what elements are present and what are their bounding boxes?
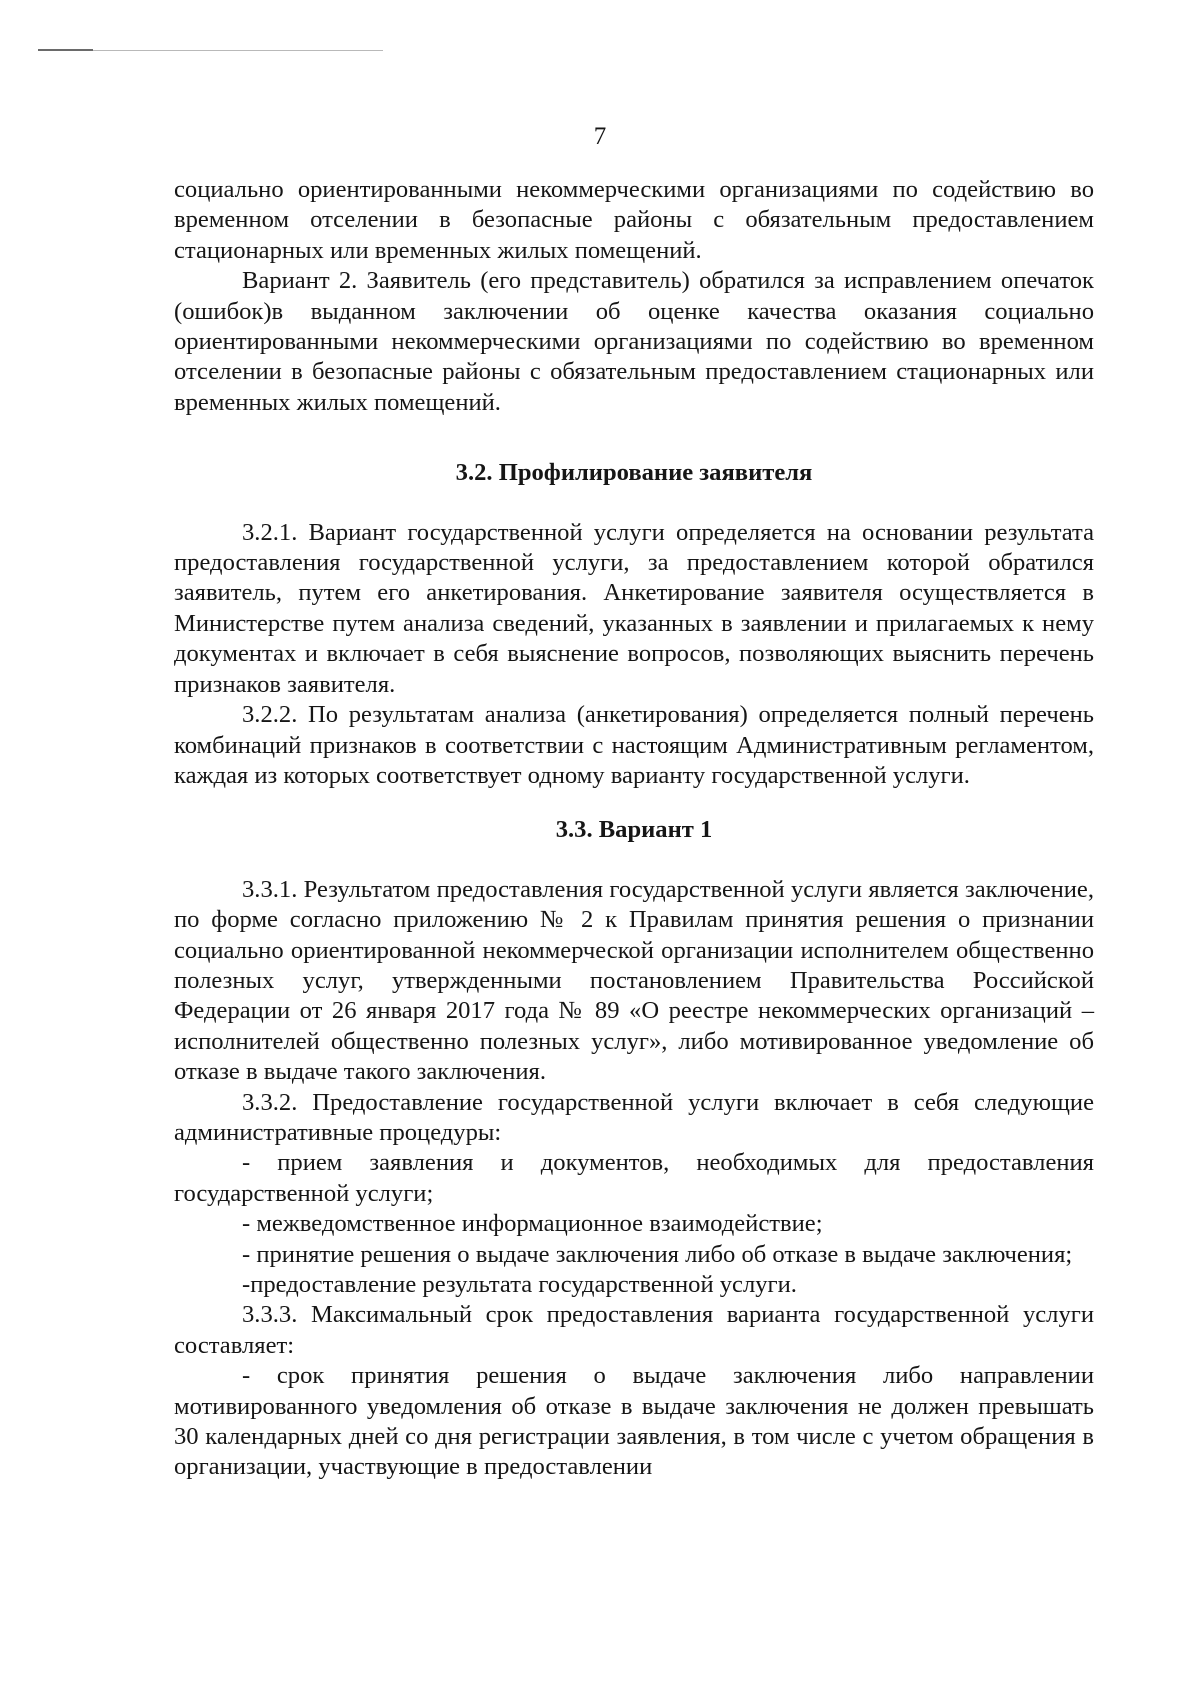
paragraph-3-3-3: 3.3.3. Максимальный срок предоставления варианта государственной услуги составляет: — [174, 1301, 1094, 1359]
variant-2-paragraph: Вариант 2. Заявитель (его представитель) обратился за исправлением опечаток (ошибок)в выданном заключении об оценке качества оказания социально ориентированными некоммерческими организациями по содействию во временном отселении в безопасные районы с обязательным предоставлением стационарных или временных жилых помещений. — [174, 267, 1094, 416]
page-number: 7 — [593, 123, 607, 150]
paragraph-3-3-2: 3.3.2. Предоставление государственной услуги включает в себя следующие административные процедуры: — [174, 1088, 1094, 1146]
paragraph-3-3-3-item: - срок принятия решения о выдаче заключения либо направлении мотивированного уведомления об отказе в выдаче заключения не должен превышать 30 календарных дней со дня регистрации заявления, в том числе с учетом обращения в организации, участвующие в предоставлении — [174, 1362, 1094, 1481]
paragraph-3-3-1: 3.3.1. Результатом предоставления государственной услуги является заключение, по форме согласно приложению № 2 к Правилам принятия решения о признании социально ориентированной некоммерческой организации исполнителем общественно полезных услуг, утвержденными постановлением Правительства Российской Федерации от 26 января 2017 года № 89 «О реестре некоммерческих организаций – исполнителей общественно полезных услуг», либо мотивированное уведомление об отказе в выдаче такого заключения. — [174, 875, 1094, 1086]
scan-artifact-line — [38, 50, 383, 51]
list-item: - принятие решения о выдаче заключения либо об отказе в выдаче заключения; — [242, 1240, 1073, 1268]
document-body — [174, 175, 1094, 1483]
paragraph-3-2-1: 3.2.1. Вариант государственной услуги определяется на основании результата предоставления государственной услуги, за предоставлением которой обратился заявитель, путем его анкетирования. Анкетирование заявителя осуществляется в Министерстве путем анализа сведений, указанных в заявлении и прилагаемых к нему документах и включает в себя выяснение вопросов, позволяющих выяснить перечень признаков заявителя. — [174, 518, 1094, 698]
section-3-3-heading: 3.3. Вариант 1 — [555, 816, 713, 844]
intro-paragraph: социально ориентированными некоммерческими организациями по содействию во временном отселении в безопасные районы с обязательным предоставлением стационарных или временных жилых помещений. — [174, 176, 1094, 264]
list-item: - прием заявления и документов, необходимых для предоставления государственной услуги; — [174, 1149, 1094, 1207]
paragraph-3-2-2: 3.2.2. По результатам анализа (анкетирования) определяется полный перечень комбинаций признаков в соответствии с настоящим Административным регламентом, каждая из которых соответствует одному варианту государственной услуги. — [174, 701, 1094, 789]
list-item: -предоставление результата государственной услуги. — [242, 1271, 797, 1298]
section-3-2-heading: 3.2. Профилирование заявителя — [455, 459, 813, 487]
list-item: - межведомственное информационное взаимодействие; — [242, 1210, 823, 1238]
